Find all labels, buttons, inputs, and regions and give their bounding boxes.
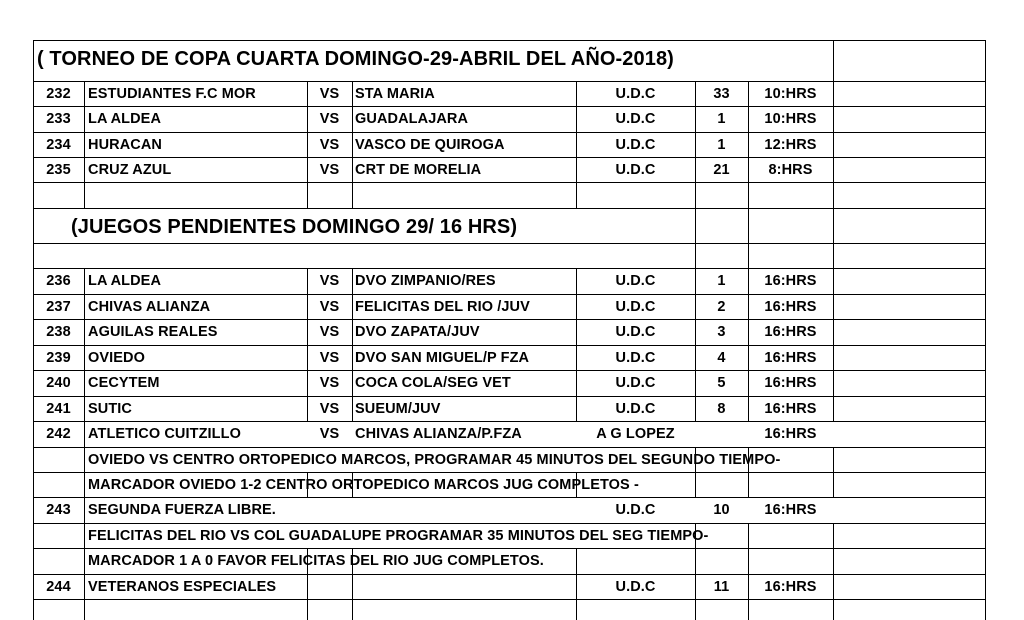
- venue: U.D.C: [615, 273, 656, 289]
- home-team: SUTIC: [88, 401, 132, 417]
- away-team: CHIVAS ALIANZA/P.FZA: [355, 426, 522, 442]
- rule: [352, 268, 353, 422]
- vs-label: VS: [319, 137, 340, 153]
- rule: [985, 40, 986, 620]
- rule: [33, 182, 986, 183]
- match-number: 236: [46, 273, 71, 289]
- rule: [748, 208, 749, 268]
- rule: [833, 548, 834, 620]
- venue: U.D.C: [615, 162, 656, 178]
- field-number: 8: [717, 401, 726, 417]
- away-team: STA MARIA: [355, 86, 435, 102]
- rule: [833, 472, 834, 498]
- rule: [695, 208, 696, 268]
- field-number: 10: [713, 502, 730, 518]
- away-team: DVO ZAPATA/JUV: [355, 324, 480, 340]
- away-team: FELICITAS DEL RIO /JUV: [355, 299, 530, 315]
- field-number: 1: [717, 273, 726, 289]
- rule: [748, 523, 749, 549]
- vs-label: VS: [319, 324, 340, 340]
- rule: [33, 370, 986, 371]
- venue: U.D.C: [615, 137, 656, 153]
- match-number: 237: [46, 299, 71, 315]
- venue: U.D.C: [615, 111, 656, 127]
- away-team: GUADALAJARA: [355, 111, 469, 127]
- away-team: SUEUM/JUV: [355, 401, 441, 417]
- match-number: 235: [46, 162, 71, 178]
- rule: [33, 345, 986, 346]
- field-number: 3: [717, 324, 726, 340]
- match-number: 241: [46, 401, 71, 417]
- rule: [833, 268, 834, 422]
- rule: [833, 447, 834, 473]
- home-team: CRUZ AZUL: [88, 162, 172, 178]
- vs-label: VS: [319, 299, 340, 315]
- match-time: 16:HRS: [764, 324, 817, 340]
- field-number: 11: [713, 579, 730, 595]
- rule: [33, 294, 986, 295]
- vs-label: VS: [319, 273, 340, 289]
- rule: [833, 81, 834, 208]
- rule: [33, 574, 986, 575]
- field-number: 1: [717, 111, 726, 127]
- away-team: DVO ZIMPANIO/RES: [355, 273, 496, 289]
- away-team: VASCO DE QUIROGA: [355, 137, 505, 153]
- vs-label: VS: [319, 375, 340, 391]
- section-title: (JUEGOS PENDIENTES DOMINGO 29/ 16 HRS): [71, 216, 518, 238]
- match-time: 16:HRS: [764, 579, 817, 595]
- venue: U.D.C: [615, 401, 656, 417]
- rule: [33, 523, 986, 524]
- rule: [33, 208, 986, 209]
- match-time: 12:HRS: [764, 137, 817, 153]
- match-number: 233: [46, 111, 71, 127]
- rule: [33, 421, 986, 422]
- vs-label: VS: [319, 111, 340, 127]
- match-number: 242: [46, 426, 71, 442]
- match-number: 239: [46, 350, 71, 366]
- note-line: MARCADOR 1 A 0 FAVOR FELICITAS DEL RIO JUG COMPLETOS.: [88, 553, 544, 569]
- away-team: CRT DE MORELIA: [355, 162, 482, 178]
- field-number: 1: [717, 137, 726, 153]
- away-team: DVO SAN MIGUEL/P FZA: [355, 350, 530, 366]
- rule: [33, 396, 986, 397]
- match-number: 244: [46, 579, 71, 595]
- rule: [33, 106, 986, 107]
- venue: U.D.C: [615, 324, 656, 340]
- field-number: 4: [717, 350, 726, 366]
- match-number: 234: [46, 137, 71, 153]
- match-time: 8:HRS: [768, 162, 813, 178]
- venue: U.D.C: [615, 375, 656, 391]
- vs-label: VS: [319, 401, 340, 417]
- field-number: 2: [717, 299, 726, 315]
- match-number: 243: [46, 502, 71, 518]
- vs-label: VS: [319, 350, 340, 366]
- rule: [33, 40, 986, 41]
- venue: U.D.C: [615, 502, 656, 518]
- field-number: 33: [713, 86, 730, 102]
- match-time: 16:HRS: [764, 401, 817, 417]
- note-line: MARCADOR OVIEDO 1-2 CENTRO ORTOPEDICO MARCOS JUG COMPLETOS -: [88, 477, 639, 493]
- rule: [33, 243, 986, 244]
- rule: [352, 81, 353, 208]
- match-time: 16:HRS: [764, 273, 817, 289]
- rule: [833, 208, 834, 268]
- vs-label: VS: [319, 162, 340, 178]
- match-time: 16:HRS: [764, 502, 817, 518]
- rule: [695, 472, 696, 498]
- rule: [33, 599, 986, 600]
- schedule-table: [33, 40, 986, 620]
- home-team: CHIVAS ALIANZA: [88, 299, 211, 315]
- match-number: 240: [46, 375, 71, 391]
- home-team: ESTUDIANTES F.C MOR: [88, 86, 256, 102]
- vs-label: VS: [319, 86, 340, 102]
- home-team: HURACAN: [88, 137, 162, 153]
- match-time: 16:HRS: [764, 299, 817, 315]
- home-team: CECYTEM: [88, 375, 160, 391]
- venue: U.D.C: [615, 86, 656, 102]
- venue: U.D.C: [615, 299, 656, 315]
- match-time: 10:HRS: [764, 111, 817, 127]
- note-line: FELICITAS DEL RIO VS COL GUADALUPE PROGRAMAR 35 MINUTOS DEL SEG TIEMPO-: [88, 528, 709, 544]
- home-team: SEGUNDA FUERZA LIBRE.: [88, 502, 276, 518]
- page-title: ( TORNEO DE COPA CUARTA DOMINGO-29-ABRIL DEL AÑO-2018): [37, 48, 674, 70]
- rule: [833, 40, 834, 81]
- home-team: LA ALDEA: [88, 273, 162, 289]
- rule: [33, 157, 986, 158]
- home-team: VETERANOS ESPECIALES: [88, 579, 277, 595]
- venue: U.D.C: [615, 350, 656, 366]
- venue: A G LOPEZ: [596, 426, 675, 442]
- away-team: COCA COLA/SEG VET: [355, 375, 511, 391]
- rule: [84, 599, 85, 620]
- rule: [33, 497, 986, 498]
- field-number: 5: [717, 375, 726, 391]
- field-number: 21: [713, 162, 730, 178]
- rule: [748, 472, 749, 498]
- venue: U.D.C: [615, 579, 656, 595]
- home-team: ATLETICO CUITZILLO: [88, 426, 241, 442]
- rule: [33, 81, 986, 82]
- rule: [33, 472, 986, 473]
- rule: [33, 447, 986, 448]
- match-time: 16:HRS: [764, 350, 817, 366]
- note-line: OVIEDO VS CENTRO ORTOPEDICO MARCOS, PROGRAMAR 45 MINUTOS DEL SEGUNDO TIEMPO-: [88, 452, 781, 468]
- match-time: 16:HRS: [764, 375, 817, 391]
- home-team: OVIEDO: [88, 350, 145, 366]
- match-time: 10:HRS: [764, 86, 817, 102]
- rule: [833, 523, 834, 549]
- home-team: AGUILAS REALES: [88, 324, 218, 340]
- vs-label: VS: [319, 426, 340, 442]
- rule: [84, 182, 85, 208]
- rule: [33, 319, 986, 320]
- match-number: 232: [46, 86, 71, 102]
- rule: [33, 548, 986, 549]
- match-time: 16:HRS: [764, 426, 817, 442]
- rule: [33, 132, 986, 133]
- match-number: 238: [46, 324, 71, 340]
- rule: [84, 268, 85, 600]
- home-team: LA ALDEA: [88, 111, 162, 127]
- rule: [33, 268, 986, 269]
